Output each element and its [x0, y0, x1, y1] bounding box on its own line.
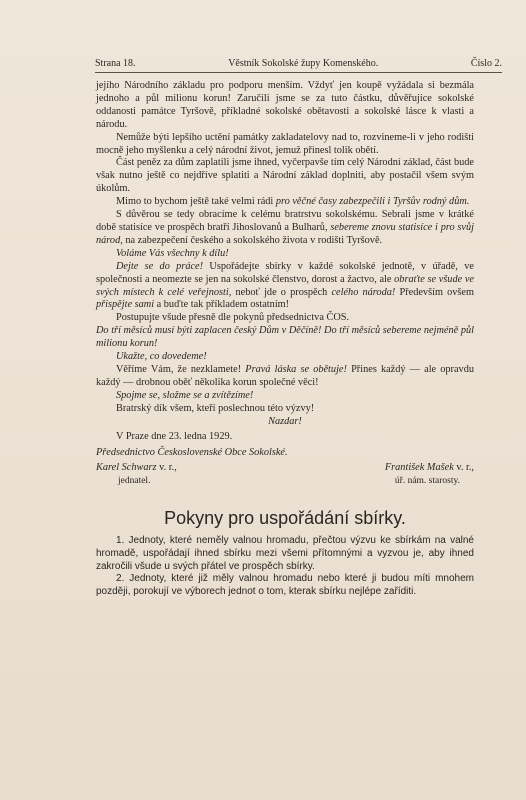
call-show: Ukažte, co dovedeme!: [116, 351, 207, 363]
paragraph-6-emphasis: obraťte se všude ve svých místech k celé veřejnosti,: [96, 273, 474, 298]
paragraph-4: [96, 196, 474, 209]
role-2: úř. nám. starosty.: [394, 476, 460, 487]
appeal-text: [96, 80, 474, 599]
call-unite: Spojme se, složme se a zvítězíme!: [116, 389, 254, 401]
paragraph-7-emphasis: Do tří měsíců musí býti zaplacen český Dům v Děčíně! Do tří měsíců sebereme nejméně půl milionu korun!: [96, 325, 474, 350]
issue-number: Číslo 2.: [470, 58, 502, 69]
paragraph-8-text: Věříme Vám, že nezklamete!: [116, 363, 242, 375]
paragraph-6-emphasis-2: celého národa!: [331, 286, 396, 298]
page-header: [95, 58, 502, 73]
paragraph-8-emphasis: Pravá láska se obětuje!: [245, 363, 347, 375]
closing-greeting: Nazdar!: [268, 415, 302, 427]
paragraph-3: Část peněz za dům zaplatili jsme ihned, vyčerpavše tím celý Národní základ, část bude však nutno ještě co nejdříve splatiti a Národní základ doplniti, aby postačil všem svým úkolům.: [96, 157, 474, 195]
paragraph-5-text: S důvěrou se tedy obracíme k celému bratrstvu sokolskému. Sebrali jsme v krátké době statisíce ve prospěch bratří Jihoslovanů a Bulharů,: [96, 209, 474, 233]
paragraph-6-text-2: neboť jde o prospěch: [235, 286, 328, 298]
instruction-1: 1. Jednoty, které neměly valnou hromadu, přečtou výzvu ke sbírkám na valné hromadě, uspořádají ihned sbírku mezi všemi přítomnými a vyzvou je, aby ihned zakročili všude u svých přátel ve prospěch sbírky.: [96, 535, 474, 572]
paragraph-6-text-3: Především ovšem: [399, 286, 475, 298]
signature-2-name: František Mašek: [384, 462, 454, 474]
signature-1-suffix: v. r.,: [159, 462, 177, 474]
paragraph-5: [96, 209, 474, 248]
paragraph-5-emphasis: sebereme znovu statisíce i pro svůj národ,: [96, 221, 475, 246]
paragraph-8-tail: Přines každý — ale opravdu každý — drobnou oběť několika korun společné věci!: [96, 363, 475, 388]
paragraph-6-lead: Dejte se do práce!: [116, 260, 204, 272]
paragraph-2: Nemůže býti lepšího uctění památky zakladatelovy nad to, rozvineme-li v jeho rodišti mocně jeho myšlenku a celý národní život, jemuž přinesl tolik obětí.: [96, 131, 474, 156]
instruction-2: 2. Jednoty, které již měly valnou hromadu nebo které ji budou míti mnohem později, porokují ve výborech jednot o tom, kterak sbírku nejlépe zaříditi.: [96, 573, 474, 598]
organization: Předsednictvo Československé Obce Sokolské.: [96, 447, 288, 459]
paragraph-5-tail: na zabezpečení českého a sokolského života v rodišti Tyršově.: [125, 234, 383, 246]
journal-title: Věstník Sokolské župy Komenského.: [228, 58, 379, 69]
signature-roles: [96, 475, 474, 488]
paragraph-1: jejího Národního základu pro podporu menším. Vždyť jen koupě vyžádala si bezmála jednoho a půl milionu korun! Zaručili jsme se za tuto částku, důvěřujice sokolské oddanosti památce Tyršově, příkladné sokolské obětavosti a sokolské lásce k vlasti a národu.: [96, 80, 474, 130]
page-number: Strana 18.: [95, 58, 136, 69]
signature-1: [96, 462, 177, 475]
paragraph-6: [96, 261, 474, 313]
paragraph-9: Bratrský dík všem, kteří poslechnou této výzvy!: [116, 402, 315, 414]
signature-2: [385, 462, 474, 475]
section-title: Pokyny pro uspořádání sbírky.: [164, 508, 406, 529]
paragraph-4-text: Mimo to bychom ještě také velmi rádi: [116, 196, 274, 208]
paragraph-6-text: Uspořádejte sbírky v každé sokolské jednotě, v úřadě, ve společnosti a neomezte se jen na sokolské členstvo, dorost a žactvo, ale: [96, 260, 474, 285]
date-line: V Praze dne 23. ledna 1929.: [116, 431, 233, 443]
signature-2-suffix: v. r.,: [456, 462, 474, 474]
role-1: jednatel.: [118, 476, 151, 487]
call-to-work: Voláme Vás všechny k dílu!: [116, 247, 229, 259]
paragraph-6-emphasis-3: přispějte sami: [96, 299, 155, 311]
paragraph-6-text-4: a buďte tak příkladem ostatním!: [156, 299, 290, 311]
paragraph-7: Postupujte všude přesně dle pokynů předsednictva ČOS.: [116, 312, 350, 324]
signatures: [96, 462, 474, 475]
signature-1-name: Karel Schwarz: [96, 462, 157, 474]
paragraph-4-emphasis: pro věčné časy zabezpečili i Tyršův rodný dům.: [275, 196, 470, 208]
paragraph-8: [96, 364, 474, 390]
